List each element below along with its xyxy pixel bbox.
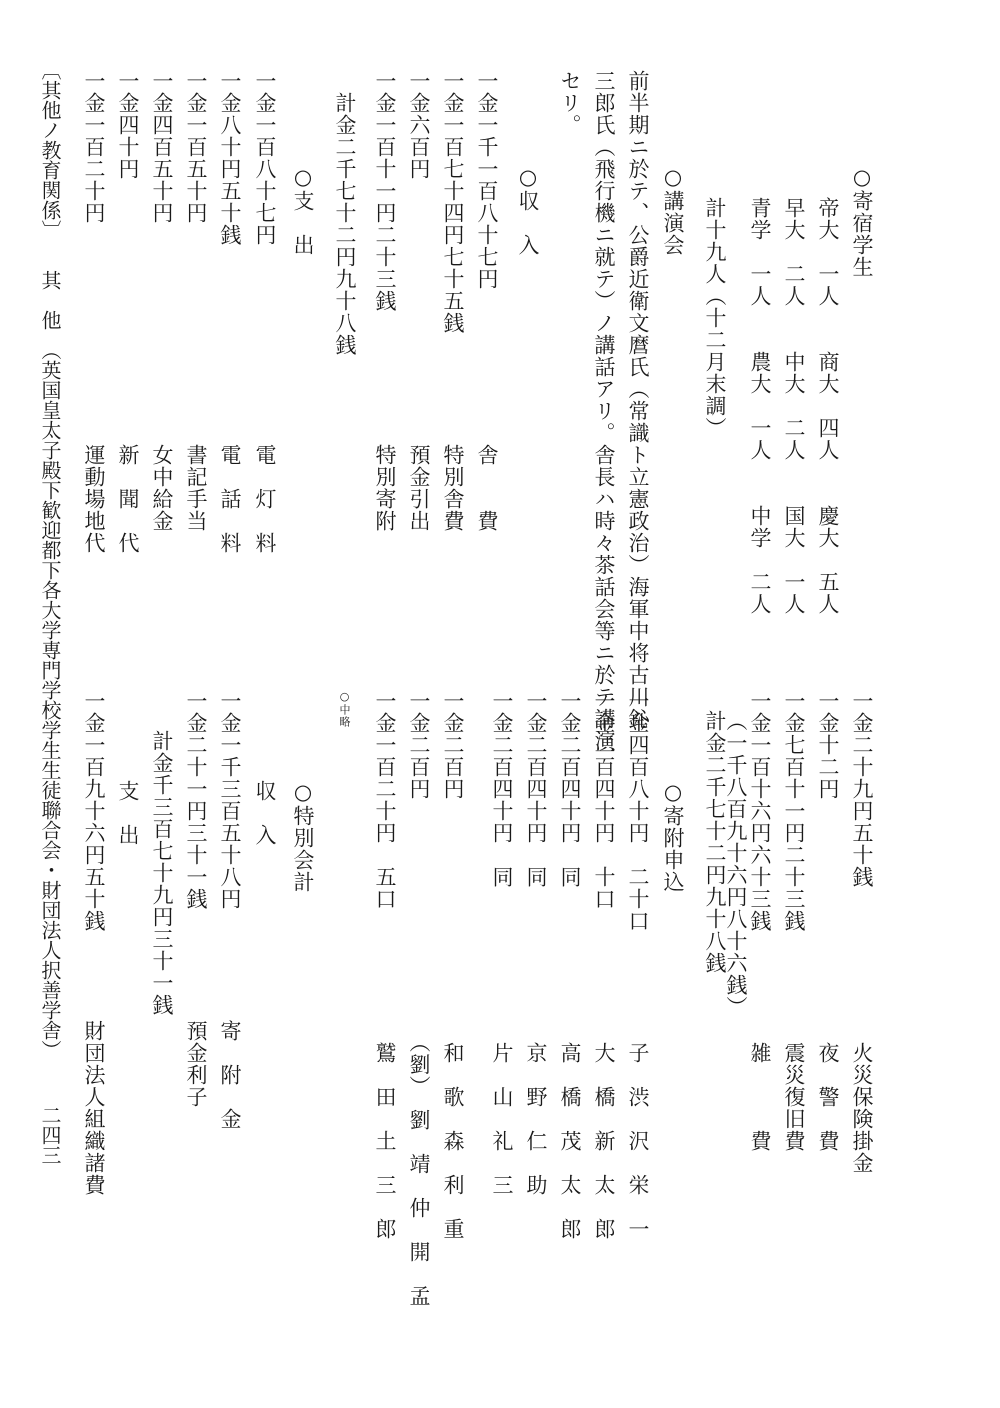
top-line: 一金一百五十円 書記手当 (184, 70, 208, 532)
top-line: 一金一百十一円二十三銭 特別寄附 (373, 70, 397, 532)
top-line: 帝大 一人 商大 四人 慶大 五人 (816, 197, 840, 615)
running-header: 〔其他ノ教育関係〕 其 他 （英国皇太子殿下歓迎都下各大学専門学校学生生徒聯合会・財団法人択善学舎） (38, 60, 62, 1060)
bottom-line: 収 入 (253, 780, 277, 846)
bottom-line: 一金一百二十円 五口 鷲 田 土 三 郎 (373, 690, 397, 1240)
bottom-line: 一金七百十一円二十三銭 震災復旧費 (782, 690, 806, 1152)
top-line: 一金一百七十四円七十五銭 特別舎費 (441, 70, 465, 532)
bottom-line: 一金二百四十円 十口 大 橋 新 太 郎 (592, 690, 616, 1240)
top-line: 計十九人（十二月末調） (703, 197, 727, 439)
top-line: 一金一千一百八十七円 舎 費 (475, 70, 499, 532)
top-line: 一金一百二十円 運動場地代 (82, 70, 106, 554)
bottom-line: 計金二千七十二円九十八銭 (703, 710, 727, 974)
top-line: ○収 入 (516, 165, 540, 256)
bottom-line: 一金二百四十円 同 片 山 礼 三 (490, 690, 514, 1196)
top-line: 一金四百五十円 女中給金 (150, 70, 174, 532)
bottom-line: ○寄附申込 (661, 780, 685, 893)
bottom-line: 一金一千三百五十八円 寄 附 金 (218, 690, 242, 1130)
bottom-line: 計金千三百七十九円三十一銭 (150, 730, 174, 1016)
note-omitted: ○中略 (338, 690, 351, 728)
bottom-line: 一金二百四十円 同 高 橋 茂 太 郎 (558, 690, 582, 1240)
bottom-line: 一金一百九十六円五十銭 財団法人組織諸費 (82, 690, 106, 1196)
bottom-line: 支 出 (116, 780, 140, 846)
bottom-line: 一金二百円 （劉） 劉 靖 仲 開 孟 (407, 690, 431, 1307)
bottom-line: 一金二十九円五十銭 火災保険掛金 (850, 690, 874, 1174)
bottom-line: 一金十二円 夜 警 費 (816, 690, 840, 1152)
top-line: ○講演会 (661, 165, 685, 256)
top-line: ○寄宿学生 (850, 165, 874, 278)
top-line: 一金四十円 新 聞 代 (116, 70, 140, 554)
top-line: セリ。 (558, 70, 582, 136)
page-number: 二四三 (38, 1105, 62, 1165)
bottom-line: 一金一百十六円六十三銭 雑 費 (748, 690, 772, 1152)
top-line: 三郎氏（飛行機ニ就テ）ノ講話アリ。舎長ハ時々茶話会等ニ於テ講演 (592, 70, 616, 752)
bottom-line: 一金二十一円三十一銭 預金利子 (184, 690, 208, 1108)
top-line: 一金六百円 預金引出 (407, 70, 431, 532)
top-line: 青学 一人 農大 一人 中学 二人 (748, 197, 772, 615)
top-line: ○支 出 (291, 165, 315, 256)
top-line: 計金二千七十二円九十八銭 (333, 92, 357, 356)
top-line: 一金八十円五十銭 電 話 料 (218, 70, 242, 554)
top-line: 一金一百八十七円 電 灯 料 (253, 70, 277, 554)
bottom-line: 一金四百八十円 二十口 子 渋 沢 栄 一 (626, 690, 650, 1240)
bottom-line: 一金二百四十円 同 京 野 仁 助 (524, 690, 548, 1196)
bottom-line: （一千八百九十六円八十六銭） (724, 710, 748, 1018)
bottom-line: 一金二百円 和 歌 森 利 重 (441, 690, 465, 1240)
top-line: 早大 二人 中大 二人 国大 一人 (782, 197, 806, 615)
bottom-line: ○特別会計 (291, 780, 315, 893)
top-line: 前半期ニ於テ、公爵近衛文麿氏（常識ト立憲政治）海軍中将古川鈊 (626, 70, 650, 730)
